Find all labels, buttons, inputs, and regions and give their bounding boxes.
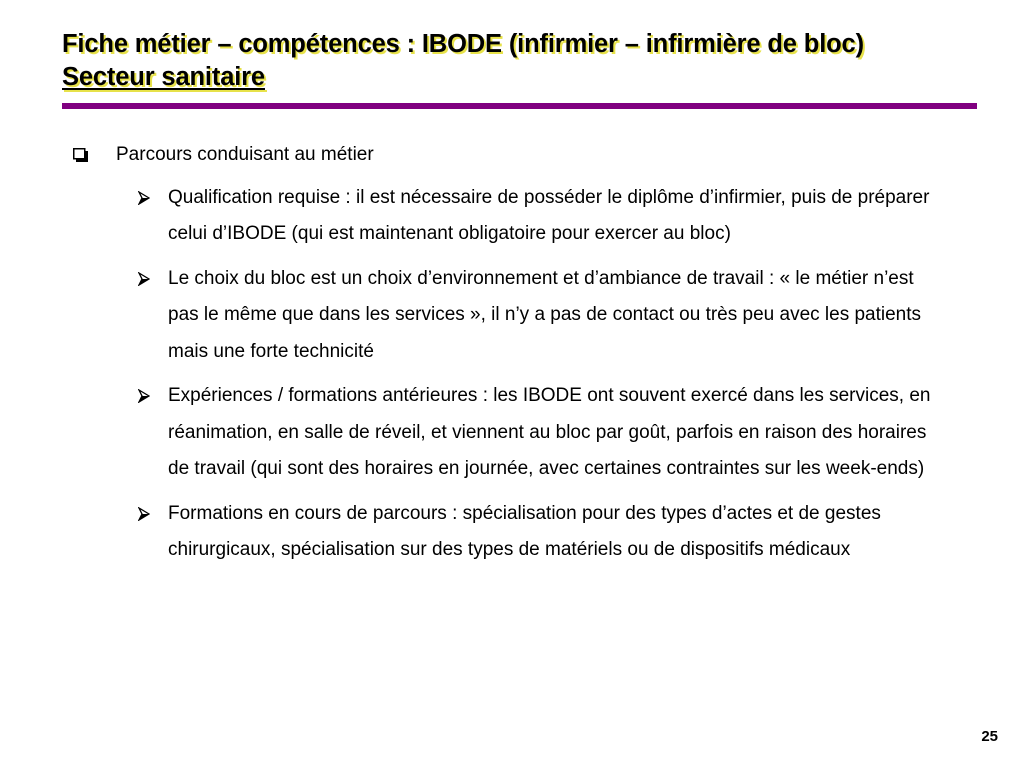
bullet-list: [73, 180, 983, 569]
page-number: 25: [981, 728, 998, 745]
list-item-text: Expériences / formations antérieures : les IBODE ont souvent exercé dans les services, en réanimation, en salle de réveil, et viennent au bloc par goût, parfois en raison des horaires de travail (qui sont des horaires en journée, avec certaines contraintes sur les week-ends): [168, 385, 931, 479]
slide-body: [73, 137, 983, 577]
list-item: [73, 496, 938, 569]
square-bullet-icon: [73, 148, 88, 162]
list-item: [73, 180, 938, 253]
list-item: [73, 378, 938, 488]
list-item: [73, 261, 938, 371]
arrow-bullet-icon: [138, 191, 150, 205]
arrow-bullet-icon: [138, 507, 150, 521]
section-item: [73, 137, 983, 174]
arrow-bullet-icon: [138, 272, 150, 286]
list-item-text: Le choix du bloc est un choix d’environnement et d’ambiance de travail : « le métier n’est pas le même que dans les services », il n’y a pas de contact ou très peu avec les patients mais une forte technicité: [168, 267, 922, 362]
slide-title: [62, 28, 1002, 94]
list-item-text: Qualification requise : il est nécessaire de posséder le diplôme d’infirmier, puis de préparer celui d’IBODE (qui est maintenant obligatoire pour exercer au bloc): [168, 186, 930, 244]
title-line-1: Fiche métier – compétences : IBODE (infirmier – infirmière de bloc): [62, 30, 864, 58]
arrow-bullet-icon: [138, 389, 150, 403]
title-line-2: Secteur sanitaire: [62, 63, 265, 91]
list-item-text: Formations en cours de parcours : spécialisation pour des types d’actes et de gestes chirurgicaux, spécialisation sur des types de matériels ou de dispositifs médicaux: [168, 502, 881, 560]
section-heading: Parcours conduisant au métier: [116, 144, 374, 165]
title-divider: [62, 103, 977, 109]
